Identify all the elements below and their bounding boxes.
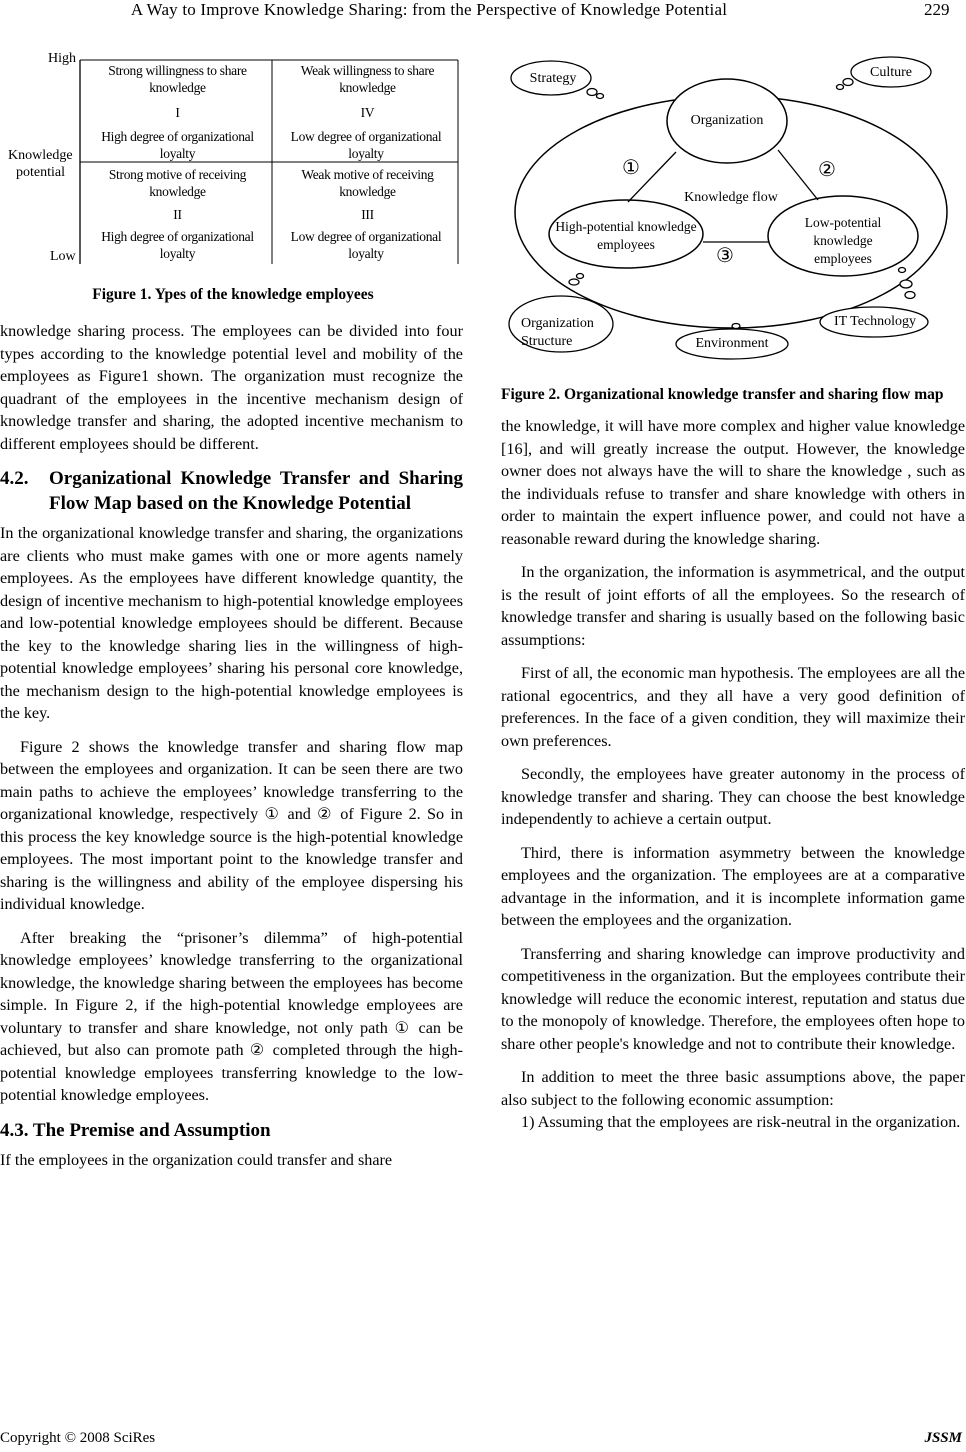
right-column	[501, 384, 965, 1145]
strategy-label: Strategy	[529, 71, 577, 86]
org-structure-label: Organization Structure	[521, 316, 594, 349]
section-4-2-title: Organizational Knowledge Transfer and Sharing Flow Map based on the Knowledge Potential	[49, 468, 463, 514]
right-paragraph-8: 1) Assuming that the employees are risk-neutral in the organization.	[521, 1113, 961, 1131]
quadrant-1-top: Strong willingness to share knowledge	[108, 63, 247, 95]
quadrant-3-top: Weak motive of receiving knowledge	[301, 167, 434, 199]
figure-1-caption: Figure 1. Ypes of the knowledge employees	[92, 286, 374, 303]
axis-low-label: Low	[50, 249, 76, 264]
running-header	[0, 0, 966, 24]
environment-label: Environment	[695, 336, 769, 351]
culture-label: Culture	[870, 65, 912, 80]
axis-knowledge-label: Knowledge	[8, 148, 73, 163]
page-number: 229	[924, 0, 950, 19]
right-paragraph-3: First of all, the economic man hypothesis. The employees are all the rational egocentrics, and they all have a very good definition of preferences. In the face of a given condition, they will maximize their own preferences.	[501, 664, 965, 750]
knowledge-flow-label: Knowledge flow	[684, 190, 778, 205]
it-technology-label: IT Technology	[833, 314, 917, 329]
quadrant-4-bottom: Low degree of organizational loyalty	[290, 129, 442, 161]
quadrant-2-top: Strong motive of receiving knowledge	[108, 167, 247, 199]
quadrant-1-bottom: High degree of organizational loyalty	[101, 129, 254, 161]
high-potential-label: High-potential knowledge employees	[555, 219, 697, 252]
section-4-2-heading	[0, 466, 463, 516]
axis-high-label: High	[48, 51, 76, 66]
right-paragraph-4: Secondly, the employees have greater autonomy in the process of knowledge transfer and sharing. They can choose the best knowledge independently to achieve a certain output.	[501, 765, 965, 828]
right-paragraph-7: In addition to meet the three basic assumptions above, the paper also subject to the following economic assumption:	[501, 1068, 965, 1109]
copyright-text: Copyright © 2008 SciRes	[0, 1430, 156, 1446]
right-paragraph-1: the knowledge, it will have more complex and higher value knowledge [16], and will greatly increase the output. However, the knowledge owner does not always have the will to share the knowledge , such as the individuals refuse to transfer and share knowledge with others in order to maintain the expert influence power, and could not have a reasonable reward during the knowledge sharing.	[501, 417, 965, 548]
path-3-marker: ③	[716, 245, 734, 267]
left-paragraph-4: After breaking the “prisoner’s dilemma” of high-potential knowledge employees’ knowledge transferring to the organizational knowledge, the knowledge sharing between the employees has become simple. In Figure 2, if the high-potential knowledge employees are voluntary to transfer and share knowledge, not only path ① can be achieved, but also can promote path ② completed through the high-potential knowledge employees transferring knowledge to the low-potential knowledge employees.	[0, 928, 463, 1104]
left-paragraph-1: knowledge sharing process. The employees can be divided into four types according to the knowledge potential level and mobility of the employees as Figure1 shown. The organization must recognize the quadrant of the employees in the incentive mechanism design of knowledge transfer and sharing, the adopted incentive mechanism to different employees should be different.	[0, 322, 463, 453]
left-paragraph-2: In the organizational knowledge transfer and sharing, the organizations are clients who must make games with one or more agents namely employees. As the employees have different knowledge quantity, the design of incentive mechanism to high-potential knowledge employees and low-potential knowledge employees should be different. Because the key to the knowledge sharing lies in the willingness of high-potential knowledge employees’ sharing his personal core knowledge, the mechanism design to the high-potential knowledge employees is the key.	[0, 524, 463, 722]
axis-potential-label: potential	[16, 165, 65, 180]
low-potential-label: Low-potential knowledge employees	[804, 215, 882, 266]
quadrant-3-bottom: Low degree of organizational loyalty	[290, 229, 442, 261]
quadrant-4-top: Weak willingness to share knowledge	[300, 63, 435, 95]
figure-2-caption: Figure 2. Organizational knowledge transfer and sharing flow map	[501, 386, 944, 403]
quadrant-2-bottom: High degree of organizational loyalty	[101, 229, 254, 261]
path-2-marker: ②	[818, 159, 836, 181]
figure-1	[0, 48, 466, 268]
left-column	[0, 320, 463, 1182]
organization-label: Organization	[690, 113, 764, 128]
right-paragraph-6: Transferring and sharing knowledge can improve productivity and competitiveness in the organization. But the employees contribute their knowledge will reduce the economic interest, reputation and status due to the monopoly of knowledge. Therefore, the employees often hope to share other people's knowledge and not to contribute their knowledge.	[501, 944, 965, 1053]
quadrant-2-number: II	[173, 207, 182, 222]
left-paragraph-3: Figure 2 shows the knowledge transfer and sharing flow map between the employees and organization. It can be seen there are two main paths to achieve the employees’ knowledge transferring to the organizational knowledge, respectively ① and ② of Figure 2. So in this process the key knowledge source is the high-potential knowledge employees. The most important point to the knowledge transfer and sharing is the willingness and ability of the employee dispersing his individual knowledge.	[0, 737, 463, 913]
quadrant-3-number: III	[361, 207, 374, 222]
path-1-marker: ①	[622, 157, 640, 179]
figure-2	[506, 52, 956, 364]
right-paragraph-5: Third, there is information asymmetry between the knowledge employees and the organization. The employees are at a comparative advantage in the information, and it is incomplete information game between the employees and the organization.	[501, 843, 965, 929]
right-paragraph-2: In the organization, the information is asymmetrical, and the output is the result of joint efforts of all the employees. So the research of knowledge transfer and sharing is usually based on the following basic assumptions:	[501, 563, 965, 649]
journal-abbreviation: JSSM	[924, 1430, 962, 1446]
section-4-2-number: 4.2.	[0, 468, 29, 489]
running-title: A Way to Improve Knowledge Sharing: from the Perspective of Knowledge Potential	[130, 0, 728, 19]
quadrant-4-number: IV	[360, 105, 375, 120]
left-paragraph-5: If the employees in the organization could transfer and share	[0, 1150, 393, 1169]
section-4-3-heading: 4.3. The Premise and Assumption	[0, 1119, 271, 1141]
quadrant-1-number: I	[175, 105, 180, 120]
